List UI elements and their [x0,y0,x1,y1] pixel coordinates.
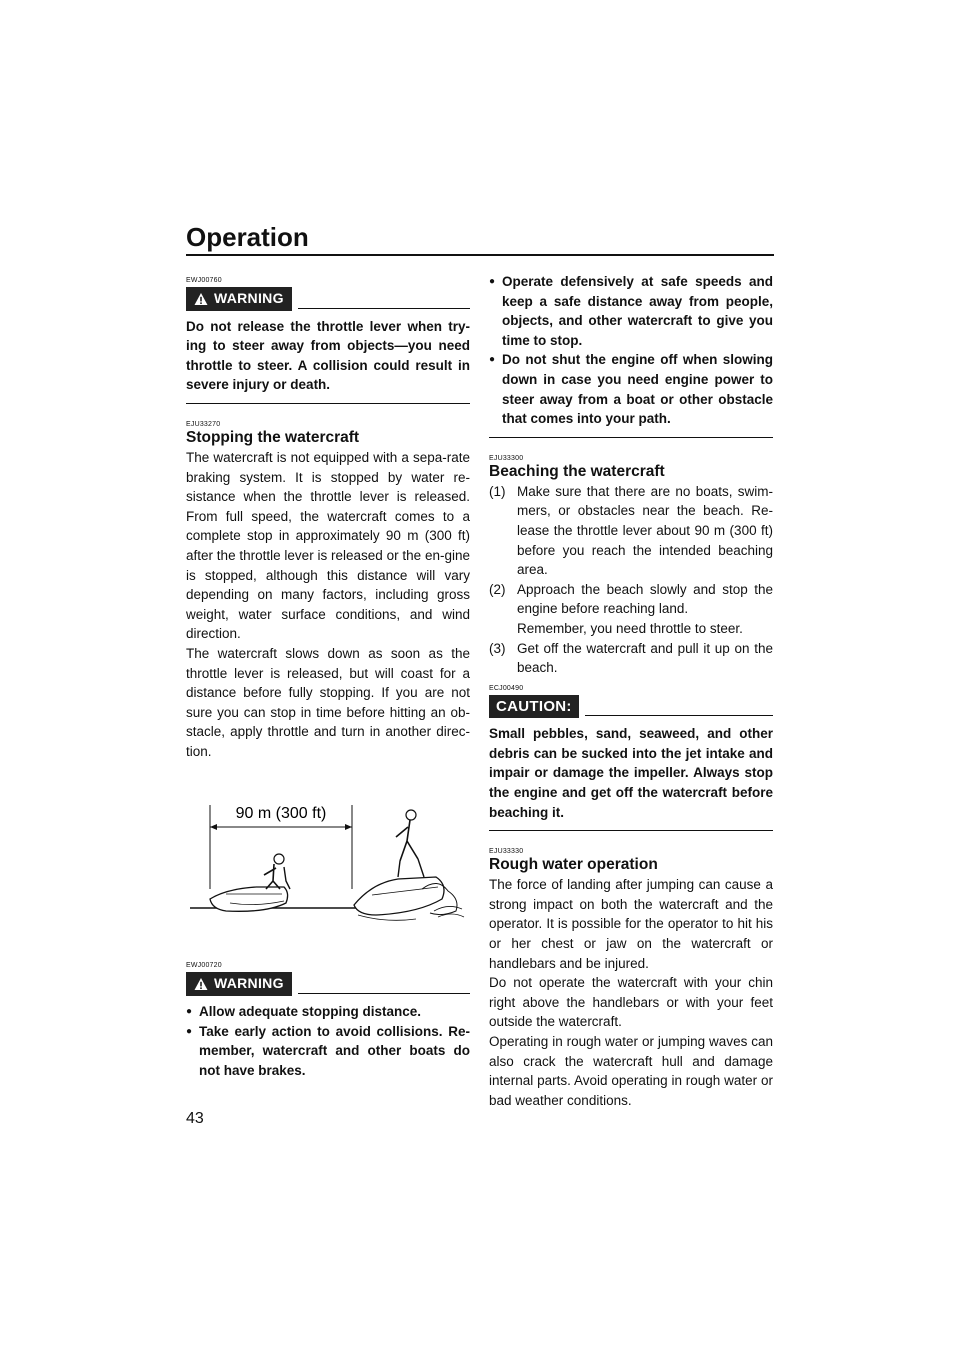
warning-label: WARNING [214,290,284,306]
rough-paragraph-3: Operating in rough water or jumping waves can also crack the watercraft hull and damage internal parts. Avoid operating in rough water or bad weather conditions. [489,1034,773,1108]
warning-code-2: EWJ00720 [186,962,222,970]
warning-bullet: ● Take early action to avoid collisions. Re-member, watercraft and other boats do not have brakes. [186,1022,470,1081]
caution-badge [489,695,579,719]
warning-badge [186,287,292,311]
beaching-step: (3) Get off the watercraft and pull it up on the beach. [489,640,773,676]
caution-text: Small pebbles, sand, seaweed, and other debris can be sucked into the jet intake and impair or damage the impeller. Always stop the engine and get off the watercraft before beaching it. [489,726,773,820]
beaching-steps [489,482,773,678]
warning-text: Do not release the throttle lever when try-ing to steer away from objects—you need throttle to steer. A collision could result in severe injury or death. [186,318,470,393]
distance-label: 90 m (300 ft) [235,805,327,823]
section-code: EJU33270 [186,420,221,428]
warning-header [186,287,470,311]
warning-bullet: ● Do not shut the engine off when slowing down in case you need engine power to steer away from a boat or other obstacle that comes into your path. [489,350,773,428]
watercraft-illustration [186,791,470,941]
left-column [186,272,470,1080]
warning-bullet: ● Operate defensively at safe speeds and keep a safe distance away from people, objects, and other watercraft to give you time to stop. [489,272,773,350]
beaching-step: (2) Approach the beach slowly and stop the engine before reaching land. Remember, you need throttle to steer. [489,581,773,636]
warning-triangle-icon [194,292,208,306]
warning-rule-2 [298,993,470,994]
warning-rule [298,308,470,309]
page-title: Operation [186,222,309,252]
warning-code: EWJ00760 [186,277,222,284]
stopping-distance-figure [186,791,470,941]
section-title-stopping: Stopping the watercraft [186,428,360,446]
rough-paragraph-1: The force of landing after jumping can cause a strong impact on both the watercraft and the operator. It is possible for the operator to hit his or her chest or jaw on the watercraft or handlebars and be injured. [489,877,773,971]
right-column [489,272,773,1110]
caution-rule [585,715,773,716]
warning-header-2 [186,972,470,996]
section-title-beaching: Beaching the watercraft [489,462,665,480]
section-code: EJU33300 [489,454,524,462]
stopping-paragraph-2: The watercraft slows down as soon as the throttle lever is released, but will coast for a distance before fully stopping. If you are not sure you can stop in time before hitting an ob-stacle, apply throttle and turn in another direc-tion. [186,645,470,759]
caution-code: ECJ00490 [489,684,524,692]
caution-label: CAUTION: [496,697,572,715]
page-number: 43 [186,1110,204,1127]
warning-bullets-left [186,1002,470,1080]
stopping-paragraph-1: The watercraft is not equipped with a sepa-rate braking system. It is stopped by water re-sistance when the throttle lever is released. From full speed, the watercraft comes to a complete stop in approximately 90 m (300 ft) after the throttle lever is released or the en-gine is stopped, although this distance will vary depending on many factors, including gross weight, water surface conditions, and wind direction. [186,449,470,642]
warning-label-2: WARNING [214,975,284,992]
warning-badge-2 [186,972,292,996]
caution-header [489,695,773,719]
warning-triangle-icon [194,977,208,991]
rough-paragraph-2: Do not operate the watercraft with your chin right above the handlebars or with your feet outside the watercraft. [489,975,773,1030]
section-title-rough-water: Rough water operation [489,856,658,874]
warning-bullets-right [489,272,773,429]
title-rule [186,254,774,256]
section-code: EJU33330 [489,848,524,856]
beaching-step: (1) Make sure that there are no boats, swim-mers, or obstacles near the beach. Re-lease the throttle lever about 90 m (300 ft) before you reach the intended beaching area. [489,483,773,578]
warning-bullet: ● Allow adequate stopping distance. [186,1002,470,1022]
